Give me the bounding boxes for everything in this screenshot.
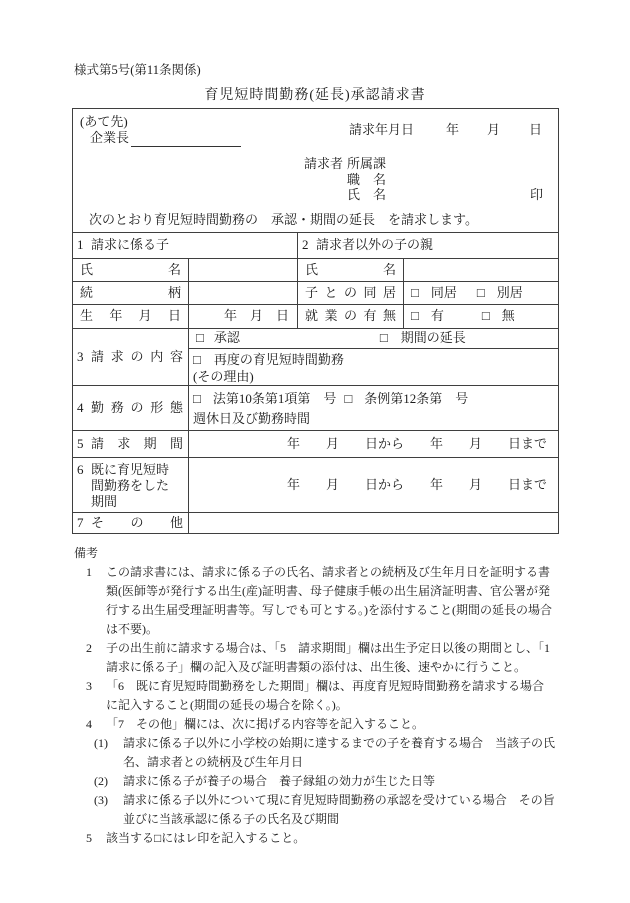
parent-name-label-cell (298, 259, 404, 282)
work-form-cell (189, 386, 559, 431)
remark-item-3 (86, 677, 555, 715)
section5-number: 5 (77, 435, 84, 451)
remark-text: 請求に係る子以外について現に育児短時間勤務の承認を受けている場合 その旨並びに当該承認に係る子の氏名及び期間 (123, 793, 555, 826)
employment-label-cell (298, 305, 404, 329)
section6-number: 6 (77, 462, 84, 477)
remark-number: (3) (94, 793, 108, 807)
child-name-label-cell (73, 259, 189, 282)
section4-label: 勤務の形態 (91, 399, 183, 415)
employment-options-cell (404, 305, 559, 329)
remark-text: 請求に係る子以外に小学校の始期に達するまでの子を養育する場合 当該子の氏名、請求者との続柄及び生年月日 (123, 736, 556, 769)
remark-text: 該当する□にはレ印を記入すること。 (106, 831, 306, 845)
extension-checkbox[interactable]: □ (379, 330, 388, 346)
section3-label: 請求の内容 (91, 348, 183, 364)
employment-label: 就業の有無 (305, 308, 396, 324)
request-date-label: 請求年月日 (349, 122, 415, 137)
section7-label: その他 (91, 514, 183, 530)
content-options-cell (189, 329, 559, 349)
remark-text: 子の出生前に請求する場合は、「5 請求期間」欄は出生予定日以後の期間とし、「1 請求に係る子」欄の記入及び証明書類の添付は、出生後、速やかに行うこと。 (106, 641, 563, 674)
addressee-name-line (90, 130, 241, 147)
remark-number: 4 (86, 717, 92, 731)
employment-yes-label: 有 (430, 308, 444, 324)
section3-number: 3 (77, 348, 84, 364)
remark-number: 5 (86, 831, 92, 845)
employment-no-label: 無 (501, 308, 515, 324)
cohabit-label-cell (298, 282, 404, 305)
form-number: 様式第5号(第11条関係) (74, 63, 201, 77)
remark-text: 「7 その他」欄には、次に掲げる内容等を記入すること。 (106, 717, 425, 731)
relation-field[interactable] (189, 282, 298, 305)
remark-text: 「6 既に育児短時間勤務をした期間」欄は、再度育児短時間勤務を請求する場合に記入すること(期間の延長の場合を除く。)。 (106, 679, 545, 712)
employment-no-checkbox[interactable]: □ (481, 308, 490, 324)
birthdate-label-cell (73, 305, 189, 329)
law-label: 法第10条第1項第 号 (212, 391, 337, 406)
declaration-text: 次のとおり育児短時間勤務の 承認・期間の延長 を請求します。 (89, 212, 478, 227)
section2-number: 2 (302, 237, 309, 253)
cohabit-options-cell (404, 282, 559, 305)
remark-number: (1) (94, 736, 108, 750)
section4-label-cell (73, 386, 189, 431)
cohabit-yes-checkbox[interactable]: □ (411, 284, 419, 300)
remark-subitem-2 (94, 772, 555, 791)
relation-label: 続柄 (80, 284, 181, 300)
again-label: 再度の育児短時間勤務 (213, 352, 344, 367)
cohabit-no-checkbox[interactable]: □ (476, 284, 485, 300)
position-label: 職 名 (347, 171, 387, 187)
remark-text: この請求書には、請求に係る子の氏名、請求者との続柄及び生年月日を証明する書類(医師等が発行する出生(産)証明書、母子健康手帳の出生届済証明書、官公署が発行する出生届受理証明書等。写しでも可とする。)を添付すること(期間の延長の場合は不要)。 (106, 565, 552, 636)
addressee-fill-line[interactable] (131, 133, 241, 147)
request-period-field[interactable]: 年 月 日から 年 月 日まで (189, 431, 559, 458)
schedule-label: 週休日及び勤務時間 (193, 411, 311, 426)
section1-number: 1 (77, 237, 84, 253)
section6-label-cell (73, 458, 189, 513)
child-birthdate-field[interactable]: 年 月 日 (189, 305, 298, 329)
cohabit-no-label: 別居 (496, 284, 523, 300)
remark-item-1 (86, 563, 555, 639)
section5-label-cell (73, 431, 189, 458)
parent-name-field[interactable] (404, 259, 559, 282)
section4-number: 4 (77, 399, 84, 415)
document-title: 育児短時間勤務(延長)承認請求書 (204, 88, 426, 103)
section1-title: 請求に係る子 (91, 237, 170, 253)
remark-item-4 (86, 715, 555, 734)
name-label: 氏 名 (347, 187, 387, 202)
other-field[interactable] (189, 513, 559, 534)
parent-name-label: 氏名 (305, 261, 396, 277)
requester-block (304, 156, 386, 203)
work-form-options-line (193, 389, 558, 409)
remark-number: 1 (86, 565, 92, 579)
request-form-table (72, 108, 559, 534)
section2-title: 請求者以外の子の親 (316, 237, 434, 253)
cohabit-label: 子との同居 (305, 284, 396, 300)
ordinance-checkbox[interactable]: □ (344, 391, 353, 406)
remarks-title: 備考 (74, 546, 99, 560)
remark-number: 2 (86, 641, 92, 655)
section7-number: 7 (77, 514, 84, 530)
section3-label-cell (73, 329, 189, 386)
birthdate-label: 生年月日 (80, 308, 181, 324)
ordinance-label: 条例第12条第 号 (364, 391, 469, 406)
remark-number: 3 (86, 679, 92, 693)
request-date-year-label: 年 (446, 122, 460, 137)
remark-text: 請求に係る子が養子の場合 養子縁組の効力が生じた日等 (123, 774, 436, 788)
approval-checkbox[interactable]: □ (196, 330, 204, 346)
extension-label: 期間の延長 (400, 330, 466, 346)
department-label: 所属課 (347, 156, 387, 171)
cohabit-yes-label: 同居 (430, 284, 457, 300)
remark-item-2 (86, 639, 563, 677)
again-option-line (193, 351, 558, 368)
request-date-month-label: 月 (487, 122, 501, 137)
requester-label: 請求者 (304, 156, 344, 171)
section6-label: 既に育児短時間勤務をした期間 (91, 462, 170, 509)
approval-label: 承認 (213, 330, 240, 346)
remarks-section (73, 544, 563, 848)
section5-label: 請求期間 (91, 435, 183, 451)
child-name-label: 氏名 (80, 261, 181, 277)
remark-number: (2) (94, 774, 108, 788)
content-again-cell (189, 349, 559, 386)
law-checkbox[interactable]: □ (193, 391, 201, 406)
section1-header-cell (73, 233, 298, 259)
reason-label: (その理由) (193, 369, 254, 384)
requester-line (304, 156, 386, 172)
child-name-field[interactable] (189, 259, 298, 282)
again-checkbox[interactable]: □ (193, 352, 201, 367)
employment-yes-checkbox[interactable]: □ (411, 308, 419, 324)
addressee-title: 企業長 (90, 130, 130, 145)
remark-item-5 (86, 829, 555, 848)
section2-header-cell (298, 233, 559, 259)
form-header-cell (73, 109, 559, 233)
section7-label-cell (73, 513, 189, 534)
remark-subitem-3 (94, 791, 555, 829)
relation-label-cell (73, 282, 189, 305)
remark-subitem-1 (94, 734, 555, 772)
seal-label: 印 (530, 187, 544, 202)
past-period-field[interactable]: 年 月 日から 年 月 日まで (189, 458, 559, 513)
addressee-label: (あて先) (80, 114, 128, 129)
request-date-day-label: 日 (529, 122, 543, 137)
